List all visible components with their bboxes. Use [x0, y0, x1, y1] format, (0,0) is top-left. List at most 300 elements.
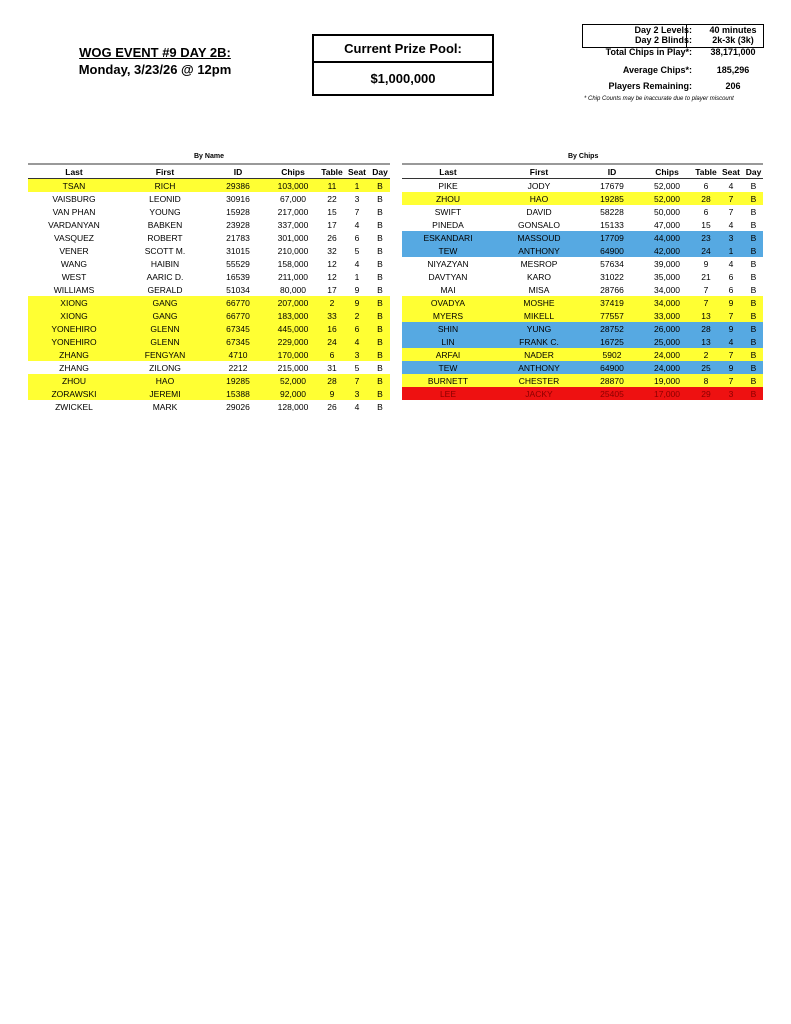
- cell-last: MAI: [440, 284, 456, 295]
- cell-table: 21: [701, 271, 711, 282]
- cell-seat: 4: [728, 180, 734, 191]
- cell-first: LEONID: [149, 193, 181, 204]
- cell-last: TSAN: [28, 179, 120, 193]
- cell-last: VARDANYAN: [48, 219, 100, 230]
- cell-seat: 3: [344, 387, 370, 400]
- cell-id: 58228: [600, 206, 624, 217]
- table-row: [28, 374, 390, 387]
- cell-first: KARO: [526, 271, 552, 282]
- table-row: [402, 374, 763, 387]
- cell-table: 17: [327, 219, 337, 230]
- table-row: [402, 257, 763, 270]
- by-name-label: By Name: [194, 153, 224, 160]
- cell-last: TEW: [402, 244, 494, 257]
- cell-table: 15: [327, 206, 337, 217]
- cell-first: ANTHONY: [494, 361, 584, 374]
- table-row: [402, 322, 763, 335]
- cell-table: 23: [694, 231, 718, 244]
- event-title: [40, 44, 270, 78]
- cell-table: 17: [327, 284, 337, 295]
- table-row: [402, 179, 763, 193]
- cell-first: GANG: [120, 296, 210, 309]
- cell-day: B: [750, 258, 757, 269]
- cell-first: GERALD: [147, 284, 183, 295]
- table-row: [402, 244, 763, 257]
- cell-first: FRANK C.: [494, 335, 584, 348]
- cell-table: 2: [320, 296, 344, 309]
- table-row: [28, 205, 390, 218]
- cell-id: 64900: [584, 361, 640, 374]
- cell-first: GONSALO: [517, 219, 561, 230]
- col-header-table: Table: [694, 164, 718, 179]
- cell-id: 30916: [226, 193, 250, 204]
- cell-last: OVADYA: [402, 296, 494, 309]
- cell-first: ROBERT: [147, 232, 183, 243]
- cell-first: AARIC D.: [146, 271, 184, 282]
- table-row: [28, 348, 390, 361]
- average-chips-label: Average Chips*:: [622, 65, 692, 75]
- cell-seat: 6: [728, 284, 734, 295]
- cell-last: YONEHIRO: [28, 322, 120, 335]
- cell-day: B: [370, 179, 390, 193]
- table-row: [28, 179, 390, 193]
- cell-day: B: [370, 374, 390, 387]
- cell-seat: 4: [728, 219, 734, 230]
- by-chips-table: [402, 163, 763, 400]
- cell-chips: 211,000: [277, 271, 309, 282]
- cell-seat: 4: [344, 335, 370, 348]
- cell-table: 25: [694, 361, 718, 374]
- cell-table: 33: [320, 309, 344, 322]
- cell-table: 32: [327, 245, 337, 256]
- cell-id: 16725: [584, 335, 640, 348]
- table-row: [28, 400, 390, 413]
- table-row: [28, 231, 390, 244]
- cell-last: VAISBURG: [52, 193, 96, 204]
- cell-id: 15133: [600, 219, 624, 230]
- cell-id: 2212: [228, 362, 248, 373]
- cell-id: 21783: [226, 232, 250, 243]
- col-header-chips: Chips: [266, 164, 320, 179]
- players-remaining-row: [557, 81, 770, 91]
- cell-day: B: [370, 296, 390, 309]
- cell-seat: 9: [354, 284, 360, 295]
- cell-seat: 9: [718, 322, 744, 335]
- cell-chips: 80,000: [280, 284, 306, 295]
- table-row: [28, 257, 390, 270]
- cell-table: 6: [703, 180, 709, 191]
- cell-last: ZHOU: [402, 192, 494, 205]
- cell-chips: 229,000: [266, 335, 320, 348]
- cell-first: MARK: [152, 401, 178, 412]
- cell-last: BURNETT: [402, 374, 494, 387]
- cell-day: B: [370, 322, 390, 335]
- cell-chips: 25,000: [640, 335, 694, 348]
- cell-id: 29386: [210, 179, 266, 193]
- cell-first: FENGYAN: [120, 348, 210, 361]
- table-row: [28, 387, 390, 400]
- blinds-value: 2k-3k (3k): [712, 35, 754, 45]
- col-header-day: Day: [370, 164, 390, 179]
- col-header-last: Last: [28, 164, 120, 179]
- col-header-id: ID: [210, 164, 266, 179]
- cell-day: B: [377, 284, 383, 295]
- table-row: [402, 335, 763, 348]
- table-row: [402, 270, 763, 283]
- cell-first: BABKEN: [147, 219, 183, 230]
- event-date: Monday, 3/23/26 @ 12pm: [78, 62, 232, 77]
- cell-seat: 7: [728, 206, 734, 217]
- cell-day: B: [744, 335, 763, 348]
- cell-table: 6: [320, 348, 344, 361]
- cell-first: MISA: [528, 284, 550, 295]
- event-name: WOG EVENT #9 DAY 2B:: [79, 45, 231, 60]
- by-chips-label: By Chips: [568, 153, 599, 160]
- cell-first: CHESTER: [494, 374, 584, 387]
- cell-seat: 7: [718, 348, 744, 361]
- cell-chips: 103,000: [266, 179, 320, 193]
- total-chips-value: 38,171,000: [710, 47, 756, 57]
- table-row: [28, 296, 390, 309]
- cell-day: B: [750, 271, 757, 282]
- cell-id: 66770: [210, 309, 266, 322]
- cell-last: XIONG: [28, 309, 120, 322]
- table-row: [402, 309, 763, 322]
- cell-chips: 17,000: [640, 387, 694, 400]
- col-header-chips: Chips: [640, 164, 694, 179]
- prize-pool-value: $1,000,000: [370, 71, 436, 86]
- cell-last: ZORAWSKI: [28, 387, 120, 400]
- cell-id: 25405: [584, 387, 640, 400]
- cell-table: 28: [320, 374, 344, 387]
- cell-chips: 50,000: [654, 206, 680, 217]
- col-header-table: Table: [320, 164, 344, 179]
- blinds-label: Day 2 Blinds:: [634, 35, 692, 45]
- cell-day: B: [750, 206, 757, 217]
- cell-first: JODY: [527, 180, 551, 191]
- cell-id: 19285: [210, 374, 266, 387]
- cell-id: 66770: [210, 296, 266, 309]
- cell-last: SHIN: [402, 322, 494, 335]
- cell-table: 29: [694, 387, 718, 400]
- cell-seat: 4: [354, 258, 360, 269]
- table-header-row: [402, 164, 763, 179]
- cell-day: B: [744, 361, 763, 374]
- cell-table: 8: [694, 374, 718, 387]
- cell-chips: 34,000: [654, 284, 680, 295]
- cell-table: 12: [327, 258, 337, 269]
- cell-id: 37419: [584, 296, 640, 309]
- cell-first: GLENN: [120, 335, 210, 348]
- cell-last: NIYAZYAN: [427, 258, 469, 269]
- cell-seat: 4: [354, 401, 360, 412]
- col-header-seat: Seat: [344, 164, 370, 179]
- cell-seat: 1: [354, 271, 360, 282]
- cell-seat: 4: [718, 335, 744, 348]
- cell-seat: 3: [718, 387, 744, 400]
- table-row: [402, 231, 763, 244]
- cell-seat: 7: [718, 192, 744, 205]
- cell-id: 57634: [600, 258, 624, 269]
- total-chips-label: Total Chips in Play*:: [605, 47, 692, 57]
- cell-chips: 158,000: [277, 258, 309, 269]
- cell-last: ZHOU: [28, 374, 120, 387]
- table-row: [28, 192, 390, 205]
- cell-table: 9: [703, 258, 709, 269]
- blinds-row: [557, 35, 770, 45]
- cell-chips: 39,000: [654, 258, 680, 269]
- table-row: [28, 335, 390, 348]
- cell-last: VENER: [59, 245, 89, 256]
- cell-first: MESROP: [520, 258, 558, 269]
- cell-day: B: [744, 192, 763, 205]
- cell-day: B: [750, 180, 757, 191]
- cell-day: B: [744, 374, 763, 387]
- cell-last: MYERS: [402, 309, 494, 322]
- col-header-seat: Seat: [718, 164, 744, 179]
- cell-chips: 67,000: [280, 193, 306, 204]
- cell-id: 64900: [584, 244, 640, 257]
- cell-seat: 9: [718, 361, 744, 374]
- cell-id: 16539: [226, 271, 250, 282]
- table-row: [28, 309, 390, 322]
- table-row: [28, 270, 390, 283]
- table-row: [402, 348, 763, 361]
- cell-last: ARFAI: [402, 348, 494, 361]
- cell-table: 26: [327, 401, 337, 412]
- cell-last: ZHANG: [59, 362, 89, 373]
- cell-first: HAIBIN: [150, 258, 180, 269]
- cell-chips: 301,000: [277, 232, 309, 243]
- cell-last: SWIFT: [434, 206, 462, 217]
- cell-chips: 52,000: [266, 374, 320, 387]
- cell-table: 7: [703, 284, 709, 295]
- cell-first: MOSHE: [494, 296, 584, 309]
- table-row: [402, 296, 763, 309]
- cell-table: 31: [327, 362, 337, 373]
- cell-table: 13: [694, 335, 718, 348]
- cell-chips: 24,000: [640, 348, 694, 361]
- cell-first: YUNG: [494, 322, 584, 335]
- cell-chips: 128,000: [277, 401, 309, 412]
- cell-chips: 337,000: [277, 219, 309, 230]
- cell-chips: 207,000: [266, 296, 320, 309]
- cell-seat: 7: [344, 374, 370, 387]
- cell-table: 9: [320, 387, 344, 400]
- cell-id: 28766: [600, 284, 624, 295]
- cell-day: B: [744, 296, 763, 309]
- table-row: [28, 361, 390, 374]
- cell-chips: 19,000: [640, 374, 694, 387]
- prize-pool-label: Current Prize Pool:: [314, 36, 492, 63]
- cell-table: 24: [320, 335, 344, 348]
- cell-day: B: [370, 387, 390, 400]
- cell-chips: 52,000: [654, 180, 680, 191]
- cell-day: B: [377, 401, 383, 412]
- cell-seat: 1: [344, 179, 370, 193]
- cell-day: B: [377, 219, 383, 230]
- cell-id: 17709: [584, 231, 640, 244]
- cell-seat: 1: [718, 244, 744, 257]
- cell-day: B: [377, 271, 383, 282]
- cell-day: B: [377, 206, 383, 217]
- cell-id: 28870: [584, 374, 640, 387]
- cell-last: VASQUEZ: [54, 232, 94, 243]
- table-row: [402, 218, 763, 231]
- table-row: [402, 192, 763, 205]
- cell-day: B: [744, 322, 763, 335]
- table-row: [28, 244, 390, 257]
- average-chips-value: 185,296: [716, 65, 750, 75]
- cell-day: B: [377, 258, 383, 269]
- table-header-row: [28, 164, 390, 179]
- cell-table: 12: [327, 271, 337, 282]
- levels-row: [557, 25, 770, 35]
- cell-day: B: [370, 309, 390, 322]
- average-chips-row: [557, 65, 770, 75]
- cell-seat: 4: [354, 219, 360, 230]
- cell-chips: 34,000: [640, 296, 694, 309]
- cell-chips: 35,000: [654, 271, 680, 282]
- cell-chips: 33,000: [640, 309, 694, 322]
- cell-table: 22: [327, 193, 337, 204]
- total-chips-row: [557, 47, 770, 57]
- table-row: [402, 361, 763, 374]
- cell-table: 24: [694, 244, 718, 257]
- cell-chips: 52,000: [640, 192, 694, 205]
- cell-id: 28752: [584, 322, 640, 335]
- cell-seat: 2: [344, 309, 370, 322]
- cell-last: DAVTYAN: [428, 271, 468, 282]
- cell-last: PINEDA: [432, 219, 464, 230]
- cell-id: 29026: [226, 401, 250, 412]
- cell-seat: 4: [728, 258, 734, 269]
- cell-last: PIKE: [438, 180, 458, 191]
- col-header-last: Last: [402, 164, 494, 179]
- cell-table: 15: [701, 219, 711, 230]
- cell-seat: 7: [718, 309, 744, 322]
- cell-table: 26: [327, 232, 337, 243]
- cell-first: JEREMI: [120, 387, 210, 400]
- cell-day: B: [750, 284, 757, 295]
- cell-chips: 183,000: [266, 309, 320, 322]
- cell-id: 31015: [226, 245, 250, 256]
- cell-chips: 217,000: [277, 206, 309, 217]
- col-header-id: ID: [584, 164, 640, 179]
- cell-first: ANTHONY: [494, 244, 584, 257]
- cell-day: B: [744, 387, 763, 400]
- cell-seat: 3: [354, 193, 360, 204]
- cell-first: GLENN: [120, 322, 210, 335]
- cell-last: WILLIAMS: [53, 284, 95, 295]
- cell-seat: 7: [718, 374, 744, 387]
- cell-id: 51034: [226, 284, 250, 295]
- cell-first: SCOTT M.: [144, 245, 186, 256]
- cell-table: 16: [320, 322, 344, 335]
- col-header-day: Day: [744, 164, 763, 179]
- cell-day: B: [377, 245, 383, 256]
- players-remaining-label: Players Remaining:: [608, 81, 692, 91]
- cell-seat: 7: [354, 206, 360, 217]
- cell-day: B: [750, 219, 757, 230]
- cell-chips: 445,000: [266, 322, 320, 335]
- cell-seat: 5: [354, 362, 360, 373]
- cell-last: ZWICKEL: [55, 401, 93, 412]
- cell-day: B: [370, 348, 390, 361]
- cell-last: ZHANG: [28, 348, 120, 361]
- levels-value: 40 minutes: [709, 25, 757, 35]
- by-name-table: [28, 163, 390, 413]
- cell-last: LEE: [402, 387, 494, 400]
- cell-id: 77557: [584, 309, 640, 322]
- cell-seat: 5: [354, 245, 360, 256]
- cell-chips: 42,000: [640, 244, 694, 257]
- cell-last: XIONG: [28, 296, 120, 309]
- table-row: [28, 218, 390, 231]
- cell-first: GANG: [120, 309, 210, 322]
- cell-day: B: [377, 232, 383, 243]
- cell-first: HAO: [494, 192, 584, 205]
- table-row: [402, 283, 763, 296]
- cell-first: JACKY: [494, 387, 584, 400]
- cell-day: B: [744, 309, 763, 322]
- cell-day: B: [744, 244, 763, 257]
- cell-seat: 3: [718, 231, 744, 244]
- cell-last: WANG: [60, 258, 88, 269]
- cell-last: YONEHIRO: [28, 335, 120, 348]
- cell-first: MIKELL: [494, 309, 584, 322]
- cell-first: NADER: [494, 348, 584, 361]
- cell-seat: 9: [344, 296, 370, 309]
- cell-day: B: [370, 335, 390, 348]
- cell-first: DAVID: [526, 206, 552, 217]
- cell-seat: 6: [728, 271, 734, 282]
- cell-id: 17679: [600, 180, 624, 191]
- cell-first: RICH: [120, 179, 210, 193]
- levels-label: Day 2 Levels:: [634, 25, 692, 35]
- cell-day: B: [744, 231, 763, 244]
- cell-day: B: [744, 348, 763, 361]
- cell-id: 5902: [584, 348, 640, 361]
- cell-table: 11: [320, 179, 344, 193]
- cell-table: 28: [694, 322, 718, 335]
- table-row: [28, 283, 390, 296]
- cell-table: 2: [694, 348, 718, 361]
- cell-chips: 47,000: [654, 219, 680, 230]
- cell-id: 4710: [210, 348, 266, 361]
- cell-chips: 44,000: [640, 231, 694, 244]
- cell-chips: 26,000: [640, 322, 694, 335]
- cell-seat: 3: [344, 348, 370, 361]
- cell-id: 19285: [584, 192, 640, 205]
- cell-table: 13: [694, 309, 718, 322]
- cell-last: WEST: [61, 271, 87, 282]
- table-row: [402, 205, 763, 218]
- chip-count-footnote: * Chip Counts may be inaccurate due to player miscount: [584, 96, 734, 102]
- cell-last: TEW: [402, 361, 494, 374]
- cell-first: YOUNG: [149, 206, 181, 217]
- cell-first: HAO: [120, 374, 210, 387]
- cell-first: MASSOUD: [494, 231, 584, 244]
- cell-table: 28: [694, 192, 718, 205]
- cell-chips: 170,000: [266, 348, 320, 361]
- cell-last: LIN: [402, 335, 494, 348]
- cell-day: B: [377, 193, 383, 204]
- cell-table: 7: [694, 296, 718, 309]
- cell-id: 15388: [210, 387, 266, 400]
- cell-first: ZILONG: [149, 362, 181, 373]
- cell-chips: 210,000: [277, 245, 309, 256]
